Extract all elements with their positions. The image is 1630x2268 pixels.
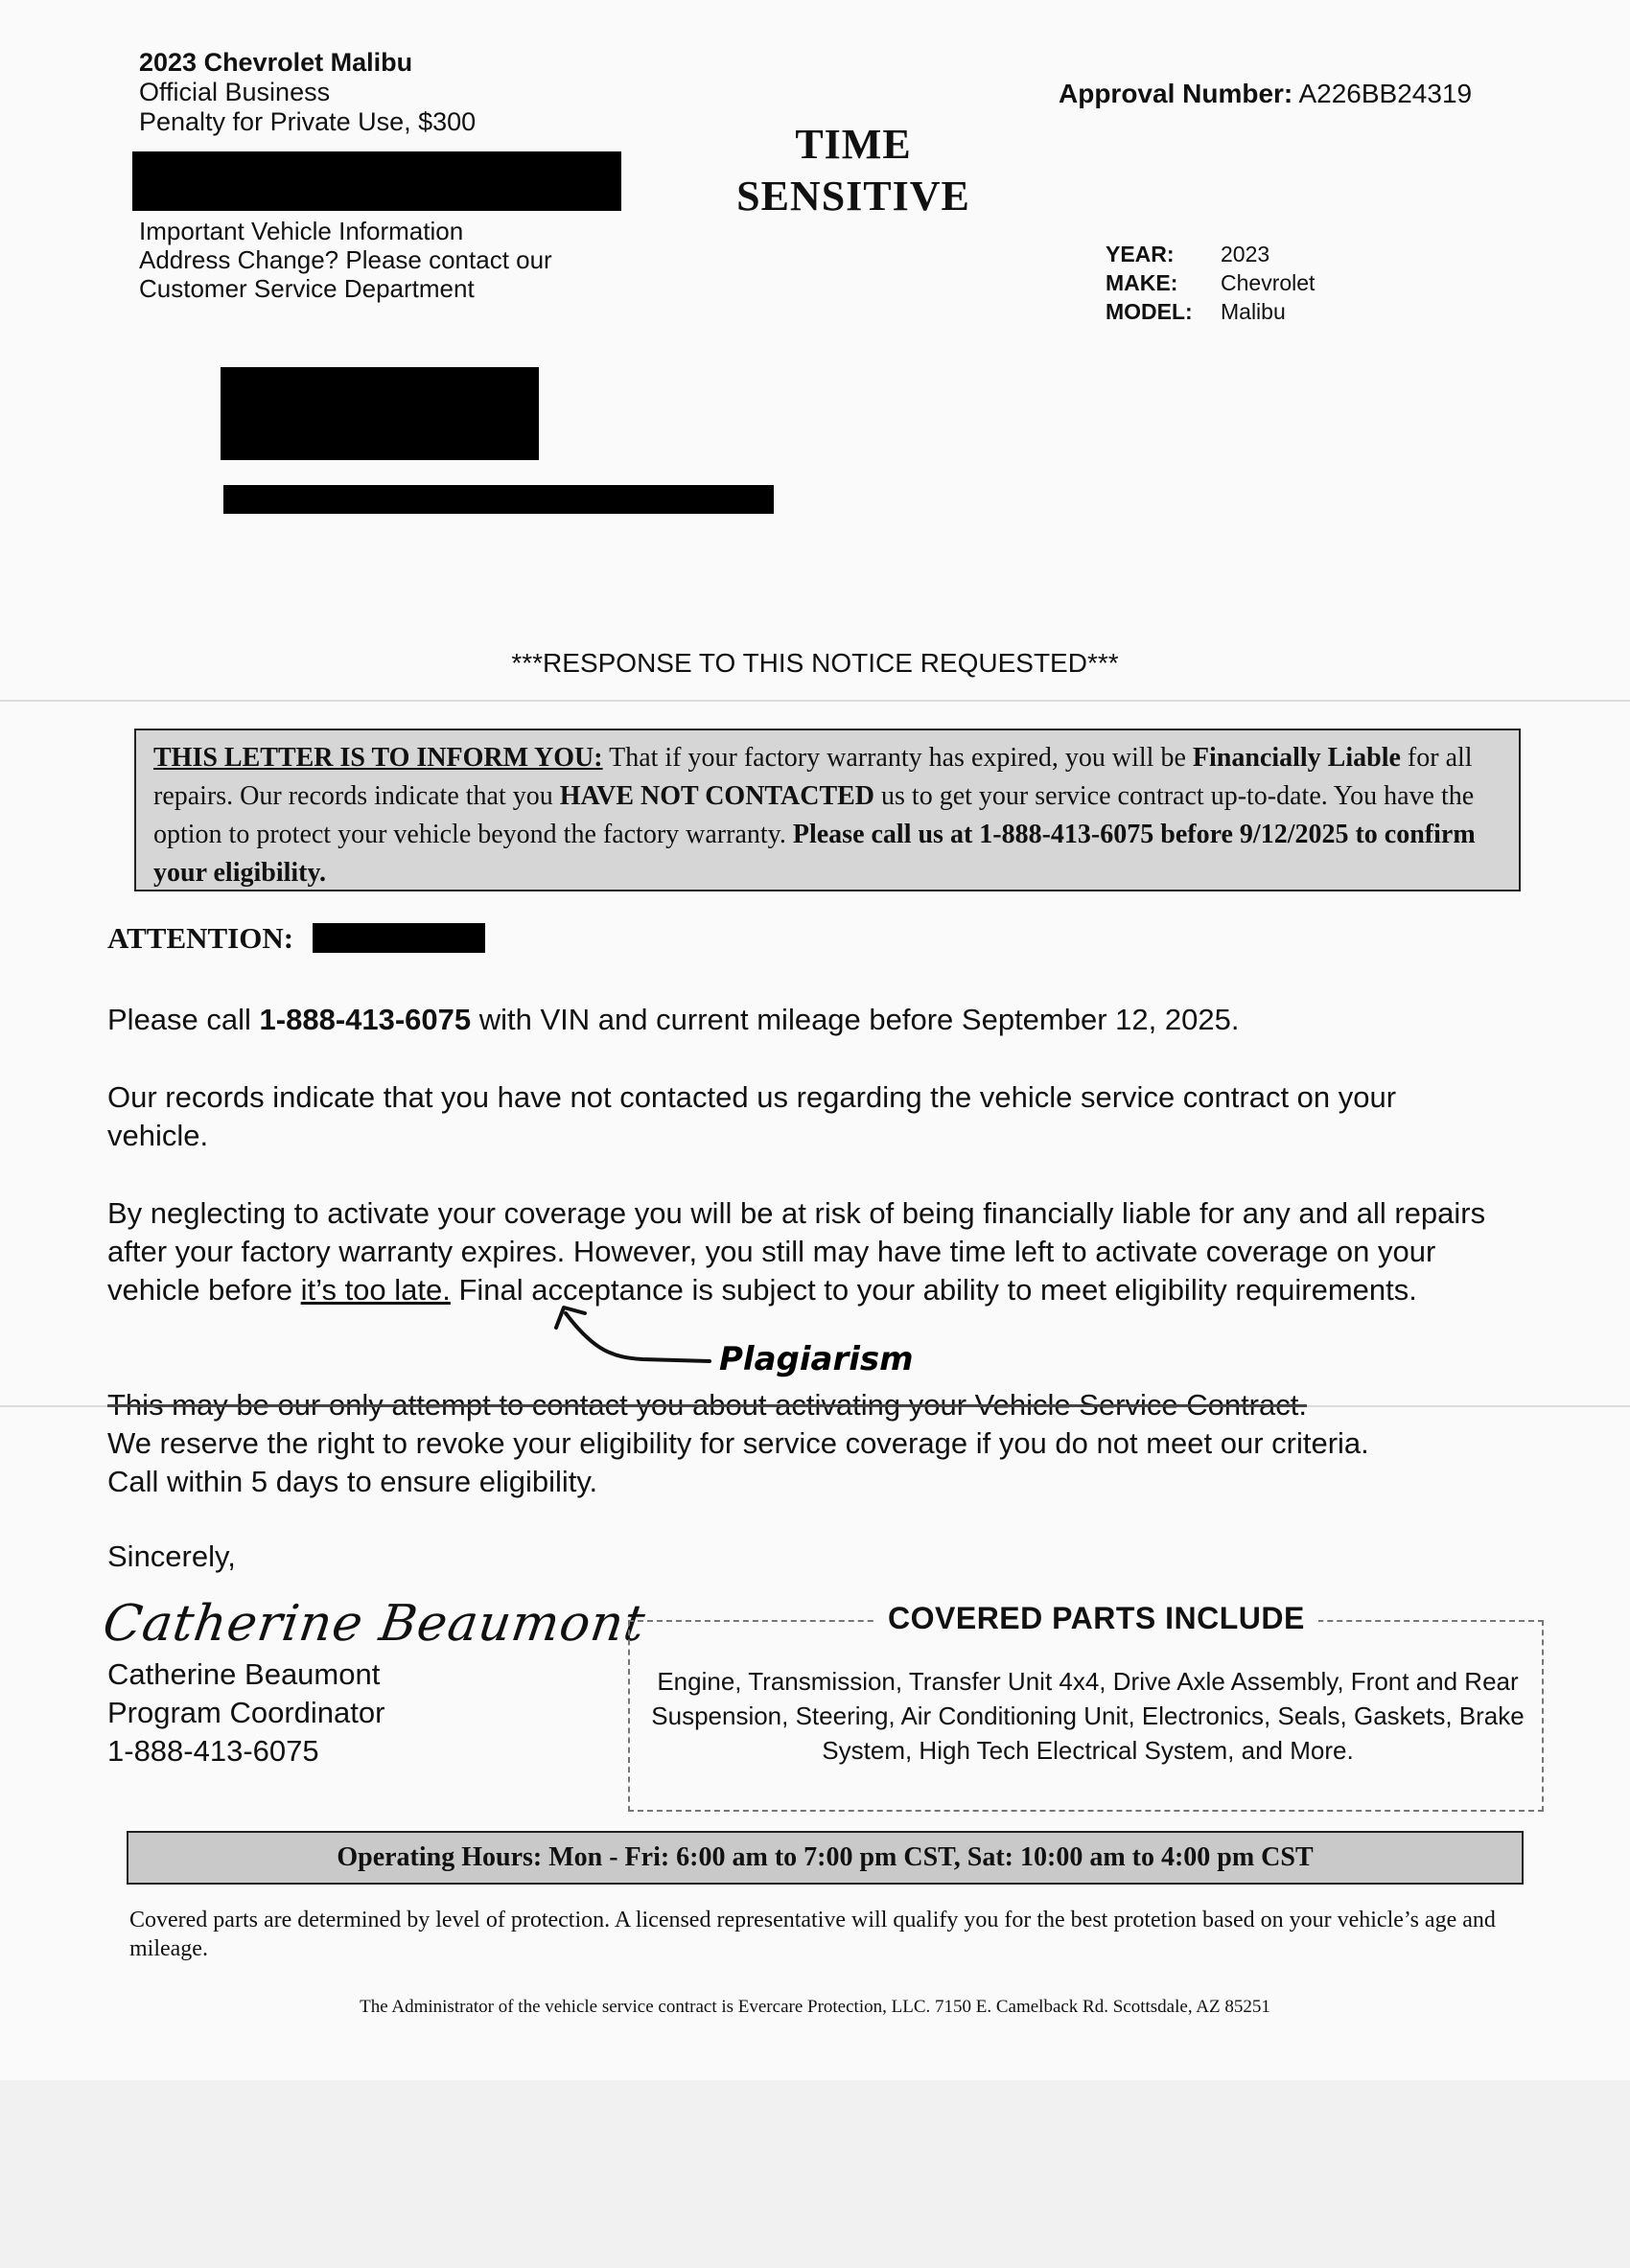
time-sensitive-line-1: TIME <box>795 121 912 168</box>
model-value: Malibu <box>1221 299 1286 324</box>
body-paragraph-1 <box>107 1001 1546 1039</box>
time-sensitive-title <box>714 119 992 222</box>
fold-line-top <box>0 700 1630 702</box>
attention-label: ATTENTION: <box>107 921 294 955</box>
info-line-1: Important Vehicle Information <box>139 217 464 245</box>
time-sensitive-line-2: SENSITIVE <box>736 173 970 220</box>
body-paragraph-4 <box>107 1386 1546 1501</box>
signer-phone: 1-888-413-6075 <box>107 1734 319 1768</box>
body-paragraph-2: Our records indicate that you have not contacted us regarding the vehicle service contract on your vehicle. <box>107 1080 1397 1152</box>
operating-hours: Operating Hours: Mon - Fri: 6:00 am to 7:00 pm CST, Sat: 10:00 am to 4:00 pm CST <box>127 1831 1524 1885</box>
signer-name: Catherine Beaumont <box>107 1657 381 1691</box>
vehicle-make-row <box>1106 268 1315 297</box>
covered-parts-box <box>628 1601 1544 1812</box>
response-banner: ***RESPONSE TO THIS NOTICE REQUESTED*** <box>511 648 1119 678</box>
penalty-line: Penalty for Private Use, $300 <box>139 107 477 136</box>
sender-block <box>139 48 476 137</box>
vehicle-details <box>1106 240 1315 326</box>
p3-text-a: By neglecting to activate your coverage you will be at risk of being financially liable for any and all repairs after your factory warranty expires. However, you still may have time left to activate coverage on your vehicle before <box>107 1196 1486 1307</box>
administrator-line: The Administrator of the vehicle service contract is Evercare Protection, LLC. 7150 E. Camelback Rd. Scottsdale, AZ 85251 <box>360 1997 1270 2017</box>
redaction-block <box>313 923 485 953</box>
notice-text-1: That if your factory warranty has expired, you will be <box>602 743 1193 773</box>
notice-lead: THIS LETTER IS TO INFORM YOU: <box>153 743 603 773</box>
annotation-arrow-icon <box>537 1294 729 1371</box>
p1-text-b: with VIN and current mileage before September 12, 2025. <box>471 1003 1240 1036</box>
info-line-2: Address Change? Please contact our <box>139 245 552 274</box>
notice-text-3: us to get your service contract up-to-date. You have the option to protect your vehicle beyond the factory warranty. <box>153 781 1475 849</box>
signer-title: Program Coordinator <box>107 1696 385 1729</box>
notice-call: Please call us at 1-888-413-6075 before 9/12/2025 to confirm your eligibility. <box>153 820 1476 888</box>
redaction-block <box>132 151 621 211</box>
approval-value: A226BB24319 <box>1298 79 1473 108</box>
handwritten-annotation: Plagiarism <box>719 1340 914 1378</box>
p1-text-a: Please call <box>107 1003 260 1036</box>
make-label: MAKE: <box>1106 270 1178 295</box>
approval-label: Approval Number: <box>1059 79 1293 108</box>
notice-box <box>134 729 1521 891</box>
body-paragraph-3 <box>107 1194 1536 1309</box>
year-value: 2023 <box>1221 242 1270 266</box>
fine-print: Covered parts are determined by level of protection. A licensed representative will qualify you for the best protetion based on your vehicle’s age and mileage. <box>129 1908 1496 1961</box>
p4-line-3: Call within 5 days to ensure eligibility. <box>107 1465 598 1498</box>
notice-liable: Financially Liable <box>1192 743 1401 773</box>
p3-underlined: it’s too late. <box>300 1273 451 1307</box>
approval-number <box>1059 79 1472 109</box>
vehicle-info-block <box>139 217 552 303</box>
official-business: Official Business <box>139 78 331 106</box>
vehicle-year-row <box>1106 240 1315 268</box>
year-label: YEAR: <box>1106 242 1175 266</box>
p4-line-2: We reserve the right to revoke your eligibility for service coverage if you do not meet our criteria. <box>107 1426 1369 1460</box>
notice-not-contacted: HAVE NOT CONTACTED <box>559 781 875 811</box>
bottom-fold-area <box>0 2080 1630 2268</box>
vehicle-line: 2023 Chevrolet Malibu <box>139 48 413 77</box>
vehicle-model-row <box>1106 297 1315 326</box>
signature: Catherine Beaumont <box>99 1595 649 1653</box>
signer-block <box>107 1655 384 1770</box>
p4-line-1: This may be our only attempt to contact you about activating your Vehicle Service Contract. <box>107 1388 1307 1422</box>
p1-phone: 1-888-413-6075 <box>259 1003 472 1036</box>
redaction-block <box>221 367 539 460</box>
redaction-block <box>223 485 774 514</box>
covered-parts-text: Engine, Transmission, Transfer Unit 4x4, Drive Axle Assembly, Front and Rear Suspension, Steering, Air Conditioning Unit, Electronics, Seals, Gaskets, Brake System, High Tech Electrical System, and More. <box>651 1667 1525 1765</box>
covered-parts-title: COVERED PARTS INCLUDE <box>874 1601 1318 1636</box>
make-value: Chevrolet <box>1221 270 1316 295</box>
closing-sincerely: Sincerely, <box>107 1539 236 1573</box>
info-line-3: Customer Service Department <box>139 274 475 303</box>
notice-text-2: for all repairs. Our records indicate that you <box>153 743 1473 811</box>
p3-text-b: Final acceptance is subject to your ability to meet eligibility requirements. <box>450 1273 1417 1307</box>
model-label: MODEL: <box>1106 299 1193 324</box>
